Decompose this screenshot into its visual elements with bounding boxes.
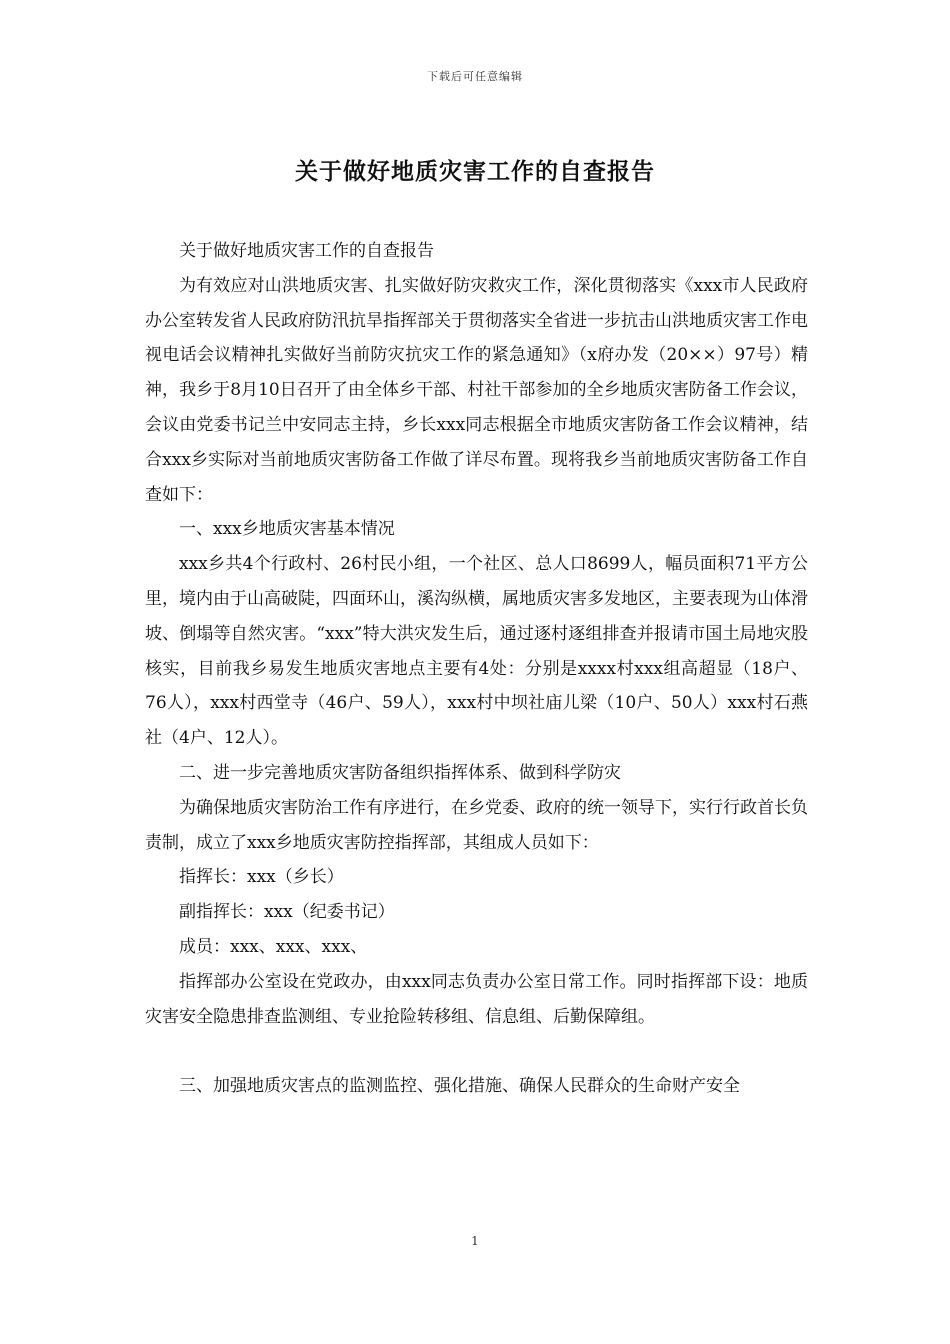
paragraph-office: 指挥部办公室设在党政办，由xxx同志负责办公室日常工作。同时指挥部下设：地质灾害安全隐患排查监测组、专业抢险转移组、信息组、后勤保障组。 xyxy=(145,971,808,1027)
page-number: 1 xyxy=(471,1234,479,1248)
paragraph-basic-situation: xxx乡共4个行政村、26村民小组，一个社区、总人口8699人，幅员面积71平方公里，境内由于山高破陡，四面环山，溪沟纵横，属地质灾害多发地区，主要表现为山体滑坡、倒塌等自然灾害。“xxx”特大洪灾发生后，通过逐村逐组排查并报请市国土局地灾股核实，目前我乡易发生地质灾害地点主要有4处：分别是xxxx村xxx组高超显（18户、76人），xxx村西堂寺（46户、59人），xxx村中坝社庙儿梁（10户、50人）xxx村石燕社（4户、12人）。 xyxy=(145,554,808,749)
document-body xyxy=(145,234,808,1104)
paragraph-subtitle: 关于做好地质灾害工作的自查报告 xyxy=(179,241,434,261)
paragraph-members: 成员：xxx、xxx、xxx、 xyxy=(179,936,368,957)
header-note: 下载后可任意编辑 xyxy=(427,70,523,83)
document-title: 关于做好地质灾害工作的自查报告 xyxy=(295,158,655,185)
section-heading-1: 一、xxx乡地质灾害基本情况 xyxy=(179,519,395,540)
section-heading-2: 二、进一步完善地质灾害防备组织指挥体系、做到科学防灾 xyxy=(179,762,621,783)
paragraph-intro: 为有效应对山洪地质灾害、扎实做好防灾救灾工作，深化贯彻落实《xxx市人民政府办公室转发省人民政府防汛抗旱指挥部关于贯彻落实全省进一步抗击山洪地质灾害工作电视电话会议精神扎实做好当前防灾抗灾工作的紧急通知》（x府办发（20××）97号）精神，我乡于8月10日召开了由全体乡干部、村社干部参加的全乡地质灾害防备工作会议，会议由党委书记兰中安同志主持，乡长xxx同志根据全市地质灾害防备工作会议精神，结合xxx乡实际对当前地质灾害防备工作做了详尽布置。现将我乡当前地质灾害防备工作自查如下： xyxy=(145,275,808,505)
paragraph-command-system: 为确保地质灾害防治工作有序进行，在乡党委、政府的统一领导下，实行行政首长负责制，成立了xxx乡地质灾害防控指挥部，其组成人员如下： xyxy=(145,797,808,853)
paragraph-deputy-commander: 副指挥长：xxx（纪委书记） xyxy=(179,902,395,923)
section-heading-3: 三、加强地质灾害点的监测监控、强化措施、确保人民群众的生命财产安全 xyxy=(179,1076,740,1097)
paragraph-commander: 指挥长：xxx（乡长） xyxy=(179,867,344,888)
